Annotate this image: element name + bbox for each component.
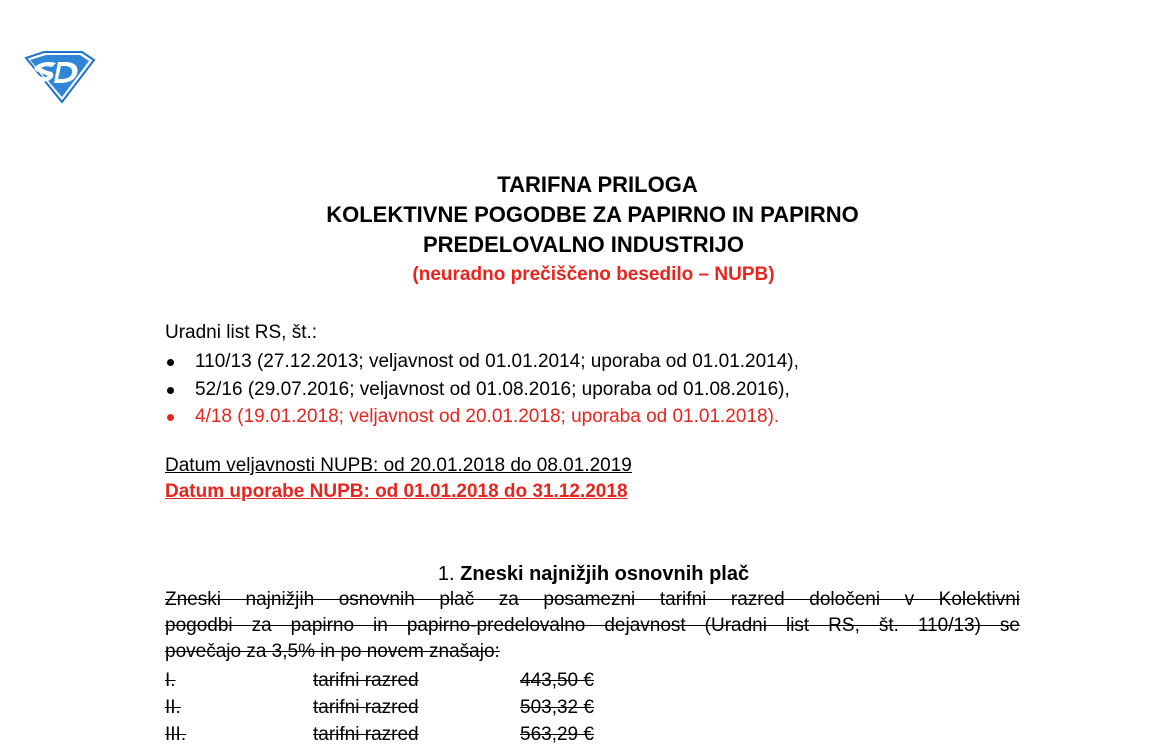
title-line-2: KOLEKTIVNE POGODBE ZA PAPIRNO IN PAPIRNO [326, 202, 859, 227]
sources-intro: Uradni list RS, št.: [165, 322, 318, 343]
application-date: Datum uporabe NUPB: od 01.01.2018 do 31.12.2018 [165, 481, 628, 502]
paragraph-line: povečajo za 3,5% in po novem znašajo: [165, 641, 500, 662]
source-item [165, 376, 799, 404]
paragraph-line: pogodbi za papirno in papirno-predelovalno dejavnost (Uradni list RS, št. 110/13) se [165, 615, 1020, 636]
bullet-icon [167, 387, 174, 394]
tariff-amount: 443,50 € [520, 670, 594, 691]
organization-logo [22, 50, 96, 104]
section-heading [0, 563, 1157, 586]
tariff-amount: 503,32 € [520, 697, 594, 718]
tariff-amount: 563,29 € [520, 724, 594, 745]
section-paragraph [165, 587, 1020, 665]
source-item-text: 4/18 (19.01.2018; veljavnost od 20.01.2018; uporaba od 01.01.2018). [195, 406, 780, 427]
sd-logo-icon [22, 50, 96, 104]
tariff-class: II. [165, 697, 181, 718]
tariff-label: tarifni razred [313, 724, 419, 745]
source-item-highlighted [165, 403, 799, 431]
section-title: Zneski najnižjih osnovnih plač [460, 563, 750, 585]
document-title [0, 170, 1157, 260]
document-subtitle: (neuradno prečiščeno besedilo – NUPB) [412, 264, 775, 285]
source-item [165, 348, 799, 376]
validity-date: Datum veljavnosti NUPB: od 20.01.2018 do 08.01.2019 [165, 455, 632, 476]
section-number: 1. [437, 563, 455, 585]
tariff-label: tarifni razred [313, 697, 419, 718]
tariff-class: I. [165, 670, 176, 691]
title-line-3: PREDELOVALNO INDUSTRIJO [422, 232, 745, 257]
source-item-text: 110/13 (27.12.2013; veljavnost od 01.01.2014; uporaba od 01.01.2014), [195, 351, 799, 372]
paragraph-line: Zneski najnižjih osnovnih plač za posamezni tarifni razred določeni v Kolektivni [165, 589, 1020, 610]
sources-list [165, 348, 799, 431]
bullet-icon [167, 414, 174, 421]
source-item-text: 52/16 (29.07.2016; veljavnost od 01.08.2016; uporaba od 01.08.2016), [195, 378, 790, 400]
tariff-label: tarifni razred [313, 670, 419, 691]
title-line-1: TARIFNA PRILOGA [497, 172, 698, 197]
tariff-class: III. [165, 724, 187, 745]
bullet-icon [167, 359, 174, 366]
